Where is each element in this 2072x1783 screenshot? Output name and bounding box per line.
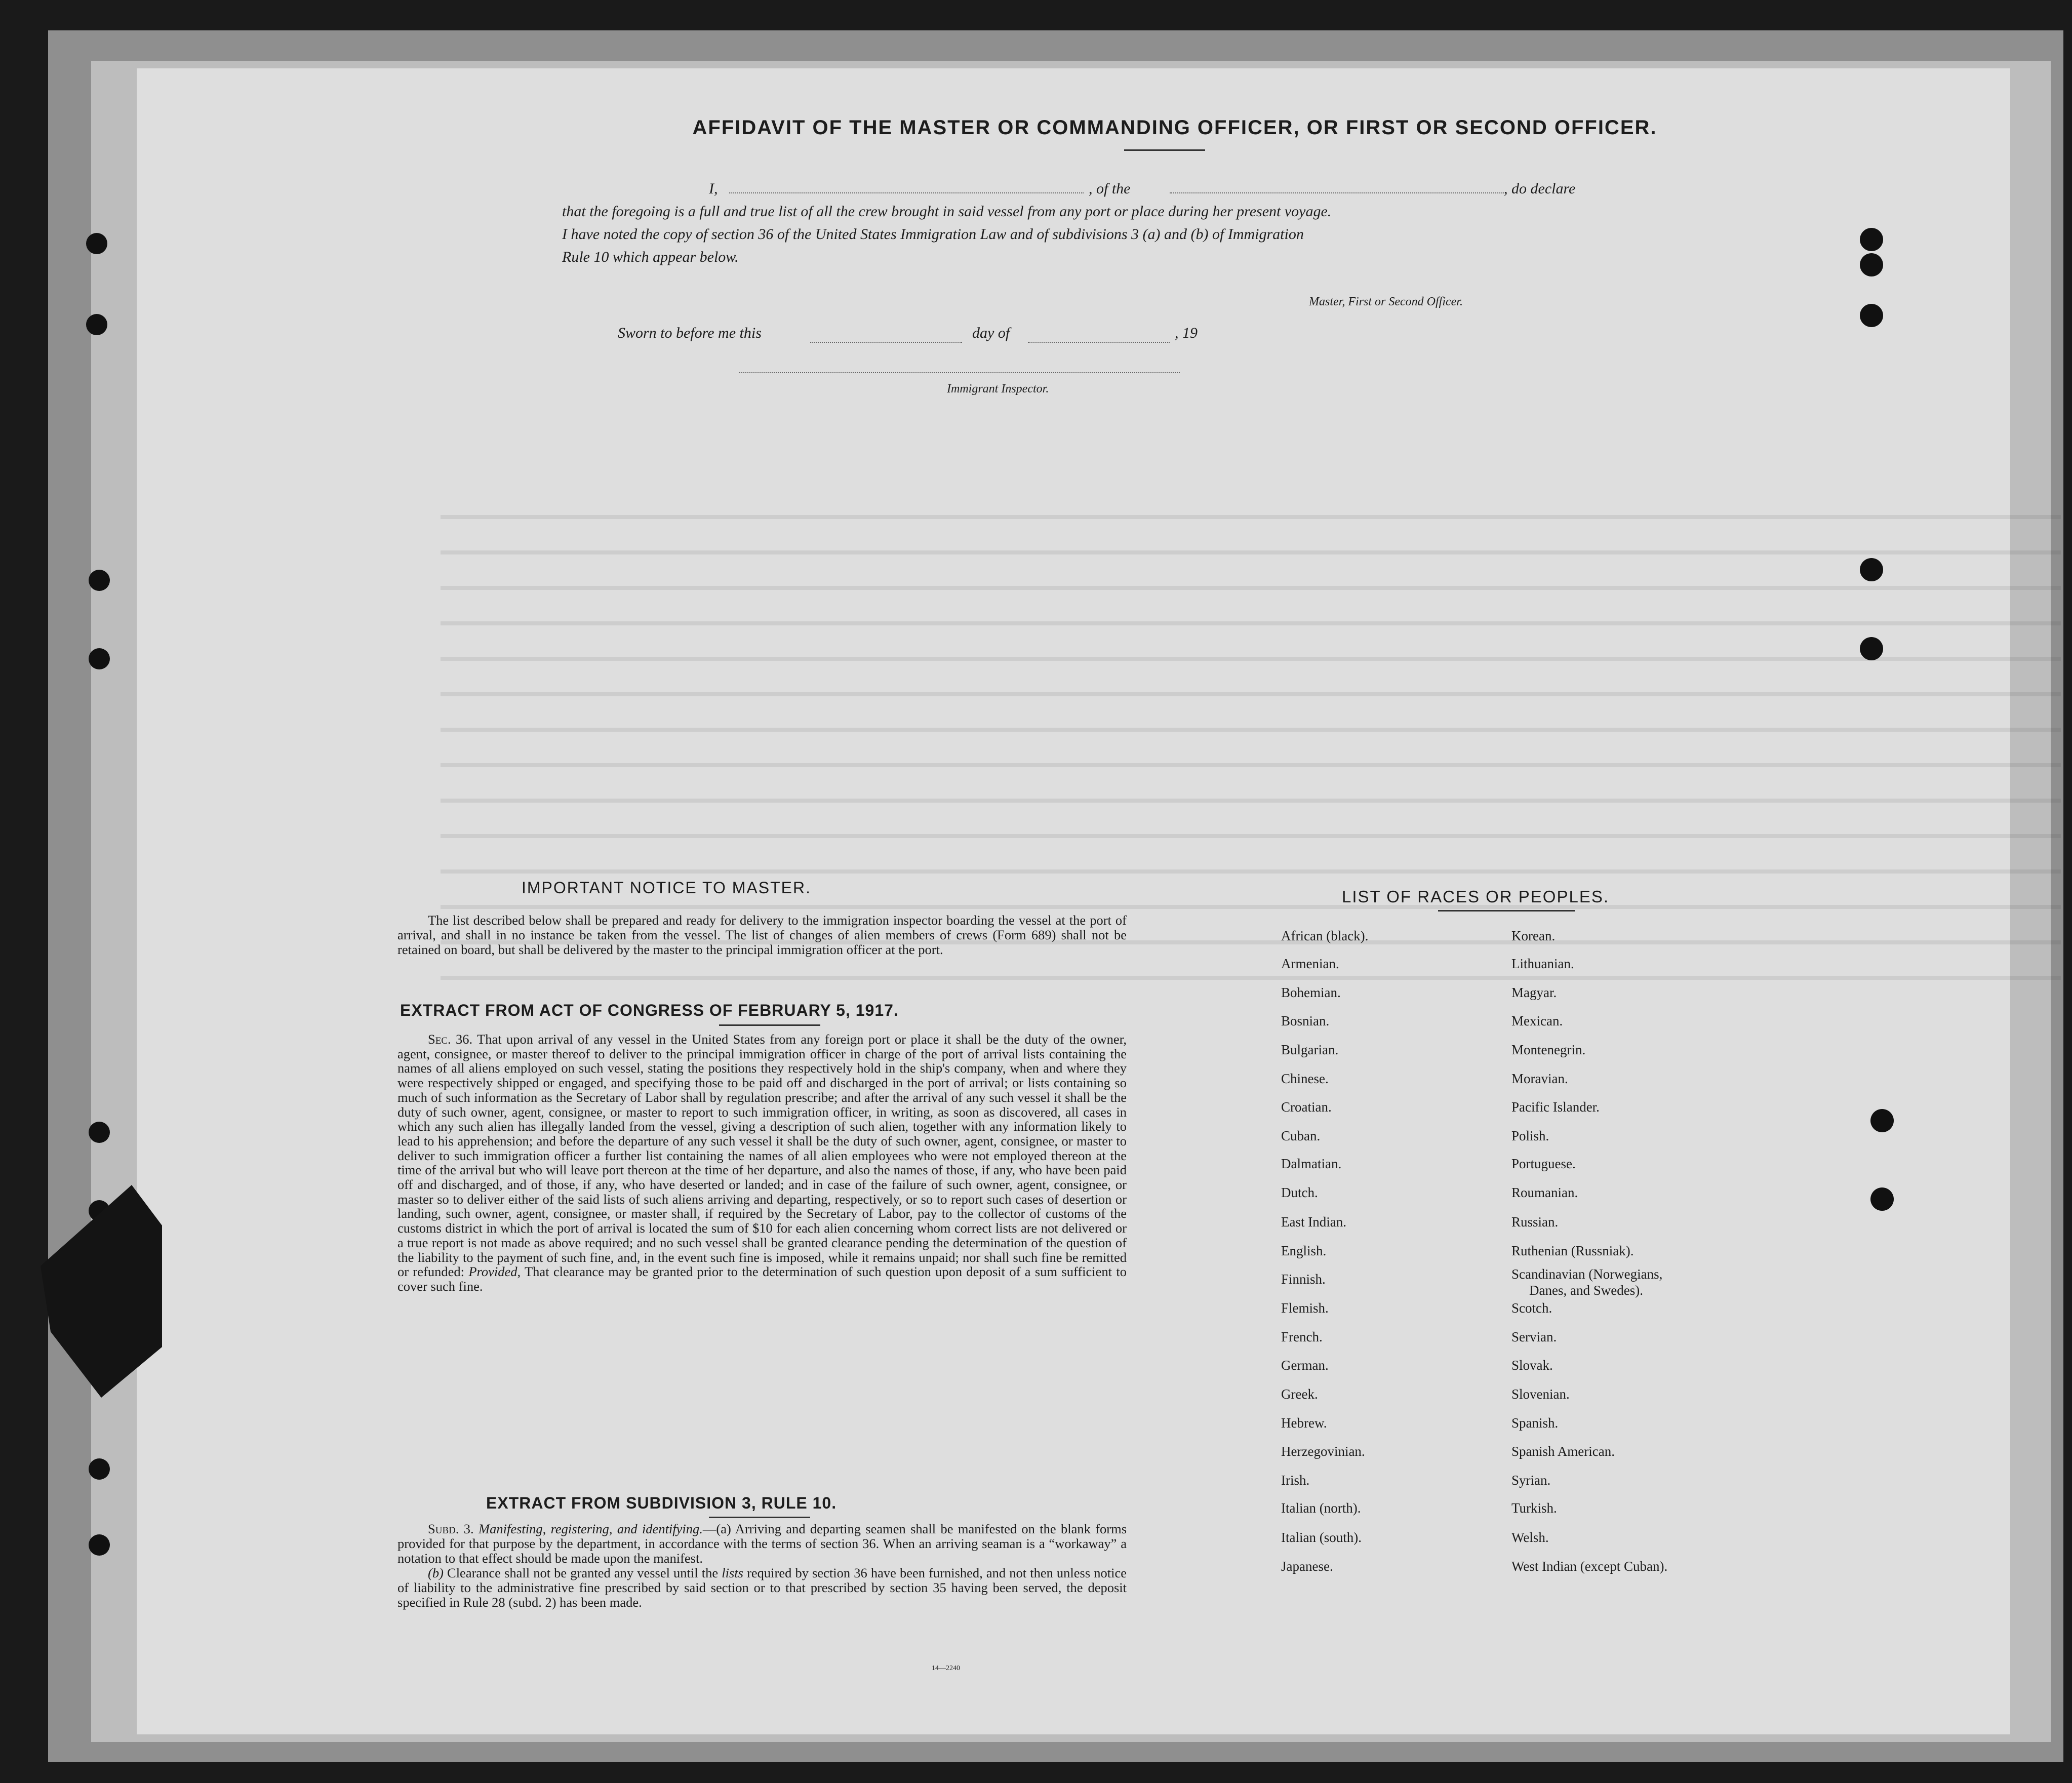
binder-hole xyxy=(89,648,110,669)
race-item: Korean. xyxy=(1511,928,1556,943)
day-of-text: day of xyxy=(972,325,1010,341)
race-item: Magyar. xyxy=(1511,985,1557,1000)
binder-hole xyxy=(1860,228,1883,251)
race-item: Montenegrin. xyxy=(1511,1042,1586,1057)
race-item: Bulgarian. xyxy=(1281,1042,1339,1057)
race-item: Bosnian. xyxy=(1281,1013,1330,1028)
race-item: Irish. xyxy=(1281,1473,1310,1488)
subdivision-para-b xyxy=(397,1566,1127,1610)
extract-rule-rule xyxy=(709,1517,810,1518)
race-item: Scandinavian (Norwegians, xyxy=(1511,1266,1663,1282)
binder-hole xyxy=(1870,1109,1894,1132)
affidavit-line-2: that the foregoing is a full and true list of all the crew brought in said vessel from any port or place during her present voyage. xyxy=(562,203,1332,220)
race-item: Servian. xyxy=(1511,1329,1557,1344)
race-item: Dutch. xyxy=(1281,1185,1318,1200)
race-item: East Indian. xyxy=(1281,1214,1346,1230)
race-item: Chinese. xyxy=(1281,1071,1329,1086)
binder-hole xyxy=(86,233,107,254)
notice-text: The list described below shall be prepared and ready for delivery to the immigration inspector boarding the vessel at the port of arrival, and shall in no instance be taken from the vessel. The list of changes of alien members of crews (Form 689) shall not be retained on board, but shall be delivered by the master to the principal immigration officer at the port. xyxy=(397,913,1127,957)
name-blank[interactable] xyxy=(729,192,1084,193)
inspector-signature-line[interactable] xyxy=(739,372,1180,373)
race-item: Hebrew. xyxy=(1281,1415,1327,1431)
race-item: Roumanian. xyxy=(1511,1185,1578,1200)
race-item: French. xyxy=(1281,1329,1323,1344)
race-item: Pacific Islander. xyxy=(1511,1099,1600,1115)
race-item: Croatian. xyxy=(1281,1099,1332,1115)
sworn-text: Sworn to before me this xyxy=(618,325,762,341)
race-item: Russian. xyxy=(1511,1214,1559,1230)
race-item: Italian (north). xyxy=(1281,1500,1361,1516)
race-item: Cuban. xyxy=(1281,1128,1321,1143)
subd-title: Manifesting, registering, and identifying. xyxy=(479,1521,703,1536)
subd-para-a-text: —(a) Arriving and departing seamen shall be manifested on the blank forms provided for that purpose by the department, in accordance with the terms of section 36. When an arriving seaman is a “workaway” a notation to that effect should be made upon the manifest. xyxy=(397,1521,1127,1566)
binder-hole xyxy=(86,314,107,335)
binder-hole xyxy=(1860,558,1883,581)
race-item: Turkish. xyxy=(1511,1500,1557,1516)
inspector-caption: Immigrant Inspector. xyxy=(947,382,1049,395)
section-36-end: That clearance may be granted prior to the determination of such question upon deposit of a sum sufficient to cover such fine. xyxy=(397,1264,1127,1294)
para-b-post: required by section 36 have been furnished, and not then unless notice of liability to the administrative fine prescribed by said section or to that prescribed by section 35 having been served, the deposit specified in Rule 28 (subd. 2) has been made. xyxy=(397,1565,1127,1610)
subdivision-text xyxy=(397,1522,1127,1610)
race-item: Slovak. xyxy=(1511,1358,1553,1373)
form-number: 14—2240 xyxy=(932,1665,960,1672)
para-b-lists: lists xyxy=(722,1565,743,1580)
binder-hole xyxy=(89,570,110,591)
affidavit-line-4: Rule 10 which appear below. xyxy=(562,249,739,265)
race-item: Ruthenian (Russniak). xyxy=(1511,1243,1634,1258)
race-item: Bohemian. xyxy=(1281,985,1341,1000)
affidavit-line-1 xyxy=(562,177,1681,200)
section-36-text xyxy=(397,1032,1127,1294)
race-item: Dalmatian. xyxy=(1281,1156,1342,1171)
race-item: Greek. xyxy=(1281,1386,1318,1402)
notice-heading: IMPORTANT NOTICE TO MASTER. xyxy=(522,879,811,897)
extract-act-rule xyxy=(719,1024,820,1026)
race-item: Italian (south). xyxy=(1281,1530,1362,1545)
binder-hole xyxy=(1860,304,1883,327)
binder-hole xyxy=(1870,1187,1894,1211)
para-b-pre: Clearance shall not be granted any vessel until the xyxy=(447,1565,719,1580)
race-item: Lithuanian. xyxy=(1511,956,1574,971)
binder-hole xyxy=(89,1458,110,1480)
race-item: Mexican. xyxy=(1511,1013,1563,1028)
para-b-label: (b) xyxy=(428,1565,444,1580)
torn-corner-shadow xyxy=(41,1165,162,1398)
races-heading: LIST OF RACES OR PEOPLES. xyxy=(1342,887,1610,906)
race-item: Finnish. xyxy=(1281,1272,1326,1287)
race-item: Armenian. xyxy=(1281,956,1339,971)
affidavit-of-the: , of the xyxy=(1089,180,1131,197)
subdivision-para-a xyxy=(397,1522,1127,1566)
section-36-body: That upon arrival of any vessel in the United States from any foreign port or place it shall be the duty of the owner, agent, consignee, or master thereof to deliver to the principal immigration officer in charge of the port of arrival lists containing the names of all aliens employed on such vessel, stating the positions they respectively hold in the ship's company, when and where they were respectively shipped or engaged, and specifying those to be paid off and discharged in the port of arrival; or lists containing so much of such information as the Secretary of Labor shall by regulation prescribe; and after the arrival of any such vessel it shall be the duty of such owner, agent, consignee, or master to report to such immigration officer, in writing, as soon as discovered, all cases in which any such alien has illegally landed from the vessel, giving a description of such alien, together with any information likely to lead to his apprehension; and before the departure of any such vessel it shall be the duty of such owner, agent, consignee, or master to deliver to such immigration officer a further list containing the names of all alien employees who were not employed thereon at the time of the arrival but who will leave port thereon at the time of her departure, and also the names of those, if any, who have been paid off and discharged, and of those, if any, who have deserted or landed; and in case of the failure of such owner, agent, consignee, or master so to deliver either of the said lists of such aliens arriving and departing, respectively, or so to report such cases of desertion or landing, such owner, agent, consignee, or master shall, if required by the Secretary of Labor, pay to the collector of customs of the customs district in which the port of arrival is located the sum of $10 for each alien concerning whom correct lists are not delivered or a true report is not made as above required; and no such vessel shall be granted clearance pending the determination of the question of the liability to the payment of such fine, and, in the event such fine is imposed, while it remains unpaid; nor shall such fine be remitted or refunded: xyxy=(397,1032,1127,1280)
vessel-blank[interactable] xyxy=(1170,192,1504,193)
race-item: Spanish American. xyxy=(1511,1444,1615,1459)
race-item: West Indian (except Cuban). xyxy=(1511,1559,1668,1574)
extract-act-heading: EXTRACT FROM ACT OF CONGRESS OF FEBRUARY 5, 1917. xyxy=(400,1001,899,1019)
race-item: Portuguese. xyxy=(1511,1156,1576,1171)
year-prefix: , 19 xyxy=(1175,325,1198,341)
affidavit-body xyxy=(562,177,1681,268)
race-item: German. xyxy=(1281,1358,1329,1373)
race-item: Flemish. xyxy=(1281,1300,1329,1316)
race-item: African (black). xyxy=(1281,928,1369,943)
race-item: Japanese. xyxy=(1281,1559,1333,1574)
race-item: Danes, and Swedes). xyxy=(1529,1283,1643,1298)
race-item: Moravian. xyxy=(1511,1071,1568,1086)
race-item: Herzegovinian. xyxy=(1281,1444,1365,1459)
affidavit-line-3: I have noted the copy of section 36 of the United States Immigration Law and of subdivisions 3 (a) and (b) of Immigration xyxy=(562,226,1304,243)
binder-hole xyxy=(1860,637,1883,660)
race-item: Spanish. xyxy=(1511,1415,1559,1431)
affidavit-title: AFFIDAVIT OF THE MASTER OR COMMANDING OFFICER, OR FIRST OR SECOND OFFICER. xyxy=(692,116,1657,139)
race-item: Slovenian. xyxy=(1511,1386,1570,1402)
document-page xyxy=(137,68,2010,1734)
binder-hole xyxy=(89,1534,110,1556)
affidavit-i: I, xyxy=(709,180,718,197)
race-item: Polish. xyxy=(1511,1128,1549,1143)
affidavit-do-declare: , do declare xyxy=(1504,180,1576,197)
race-item: Syrian. xyxy=(1511,1473,1551,1488)
binder-hole xyxy=(1860,253,1883,276)
races-rule xyxy=(1438,910,1575,912)
race-item: Scotch. xyxy=(1511,1300,1552,1316)
section-label: Sec. 36. xyxy=(428,1032,473,1047)
day-blank[interactable] xyxy=(810,342,962,343)
subd-label: Subd. 3. xyxy=(428,1521,474,1536)
provided-word: Provided, xyxy=(468,1264,521,1280)
race-item: English. xyxy=(1281,1243,1327,1258)
month-blank[interactable] xyxy=(1028,342,1170,343)
title-rule xyxy=(1124,149,1205,151)
race-item: Welsh. xyxy=(1511,1530,1549,1545)
signature-caption: Master, First or Second Officer. xyxy=(1309,295,1463,308)
extract-rule-heading: EXTRACT FROM SUBDIVISION 3, RULE 10. xyxy=(486,1494,837,1512)
binder-hole xyxy=(89,1122,110,1143)
